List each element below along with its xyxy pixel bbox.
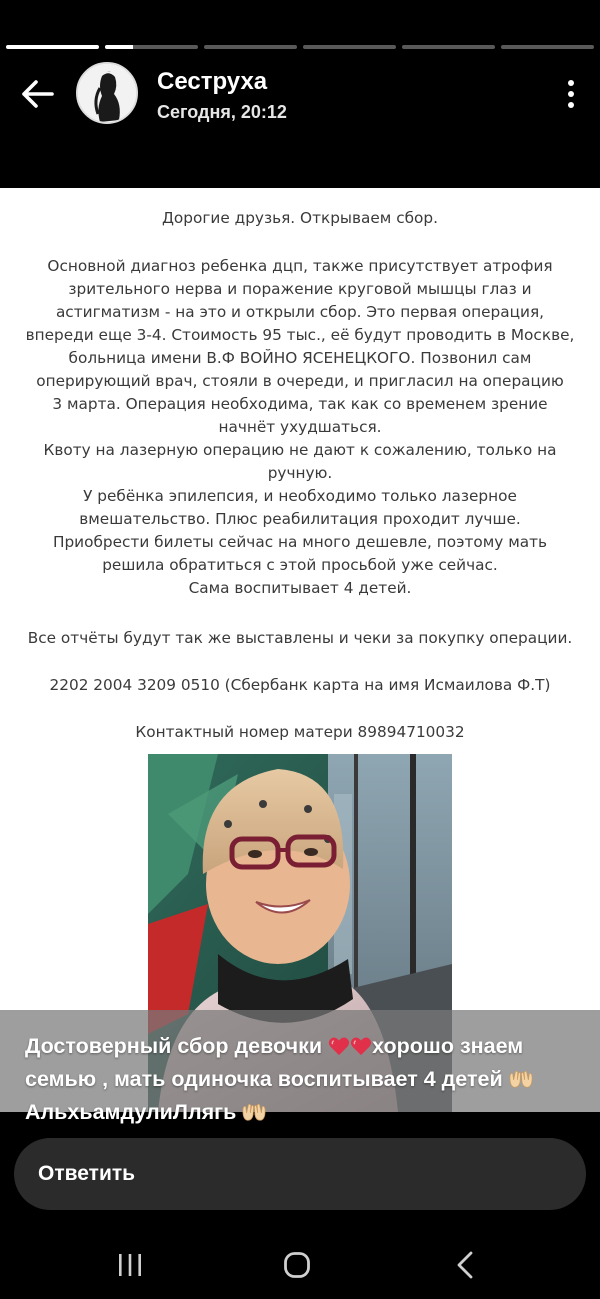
avatar-image	[78, 64, 138, 124]
story-progress	[6, 45, 594, 49]
more-options-button[interactable]	[560, 76, 582, 112]
doc-card-number: 2202 2004 3209 0510 (Сбербанк карта на имя Исмаилова Ф.Т)	[49, 676, 551, 694]
home-icon	[282, 1250, 312, 1280]
doc-title: Дорогие друзья. Открываем сбор.	[161, 209, 438, 227]
doc-body	[14, 255, 586, 600]
caption-text	[25, 1030, 578, 1129]
story-caption	[0, 1010, 600, 1124]
more-vertical-icon	[568, 102, 574, 108]
reply-input[interactable]	[14, 1138, 586, 1210]
post-time: Сегодня, 20:12	[157, 102, 287, 122]
svg-text:~: ~	[107, 69, 111, 74]
red-heart-emoji	[328, 1036, 350, 1056]
progress-segment	[6, 45, 99, 49]
progress-segment	[402, 45, 495, 49]
red-heart-emoji	[350, 1036, 372, 1056]
more-vertical-icon	[568, 91, 574, 97]
caption-part-3: АльхьамдулиЛлягь	[25, 1100, 243, 1124]
user-name[interactable]: Сеструха	[157, 68, 268, 95]
doc-phone-number: Контактный номер матери 89894710032	[135, 723, 465, 741]
back-button[interactable]	[14, 74, 60, 114]
progress-segment	[501, 45, 594, 49]
doc-body-text: Основной диагноз ребенка дцп, также присутствует атрофия зрительного нерва и поражение круговой мышцы глаз и астигматизм - на это и открыли сбор. Это первая операция, впереди еще 3-4. Стоимость 95 тыс., её будут проводить в Москве, больница имени В.Ф ВОЙНО ЯСЕНЕЦКОГО. Позвонил сам оперирующий врач, стояли в очереди, и пригласил на операцию 3 марта. Операция необходима, так как со временем зрение начнёт ухудшаться. Квоту на лазерную операцию не дают к сожалению, только на ручную. У ребёнка эпилепсия, и необходимо только лазерное вмешательство. Плюс реабилитация проходит лучше. Приобрести билеты сейчас на много дешевле, поэтому мать решила обратиться с этой просьбой уже сейчас. Сама воспитывает 4 детей.	[25, 257, 575, 597]
avatar[interactable]	[76, 62, 138, 124]
progress-fill	[105, 45, 133, 49]
progress-segment	[105, 45, 198, 49]
doc-reports: Все отчёты будут так же выставлены и чеки за покупку операции.	[27, 629, 573, 647]
arrow-left-icon	[20, 79, 54, 109]
more-vertical-icon	[568, 80, 574, 86]
palms-up-emoji	[509, 1068, 533, 1090]
progress-segment	[204, 45, 297, 49]
progress-fill	[6, 45, 99, 49]
story-header	[0, 58, 600, 130]
reply-placeholder: Ответить	[38, 1162, 136, 1185]
recent-apps-icon	[116, 1252, 144, 1278]
story-content[interactable]	[0, 188, 600, 1112]
caption-part-2: хорошо знаем семью , мать одиночка воспитывает 4 детей	[25, 1034, 524, 1091]
caption-part-1: Достоверный сбор девочки	[25, 1034, 329, 1058]
system-back-button[interactable]	[435, 1240, 495, 1290]
system-nav-bar	[0, 1230, 600, 1299]
recent-apps-button[interactable]	[100, 1240, 160, 1290]
chevron-left-icon	[454, 1251, 476, 1279]
palms-up-emoji	[242, 1101, 266, 1123]
home-button[interactable]	[267, 1240, 327, 1290]
progress-segment	[303, 45, 396, 49]
